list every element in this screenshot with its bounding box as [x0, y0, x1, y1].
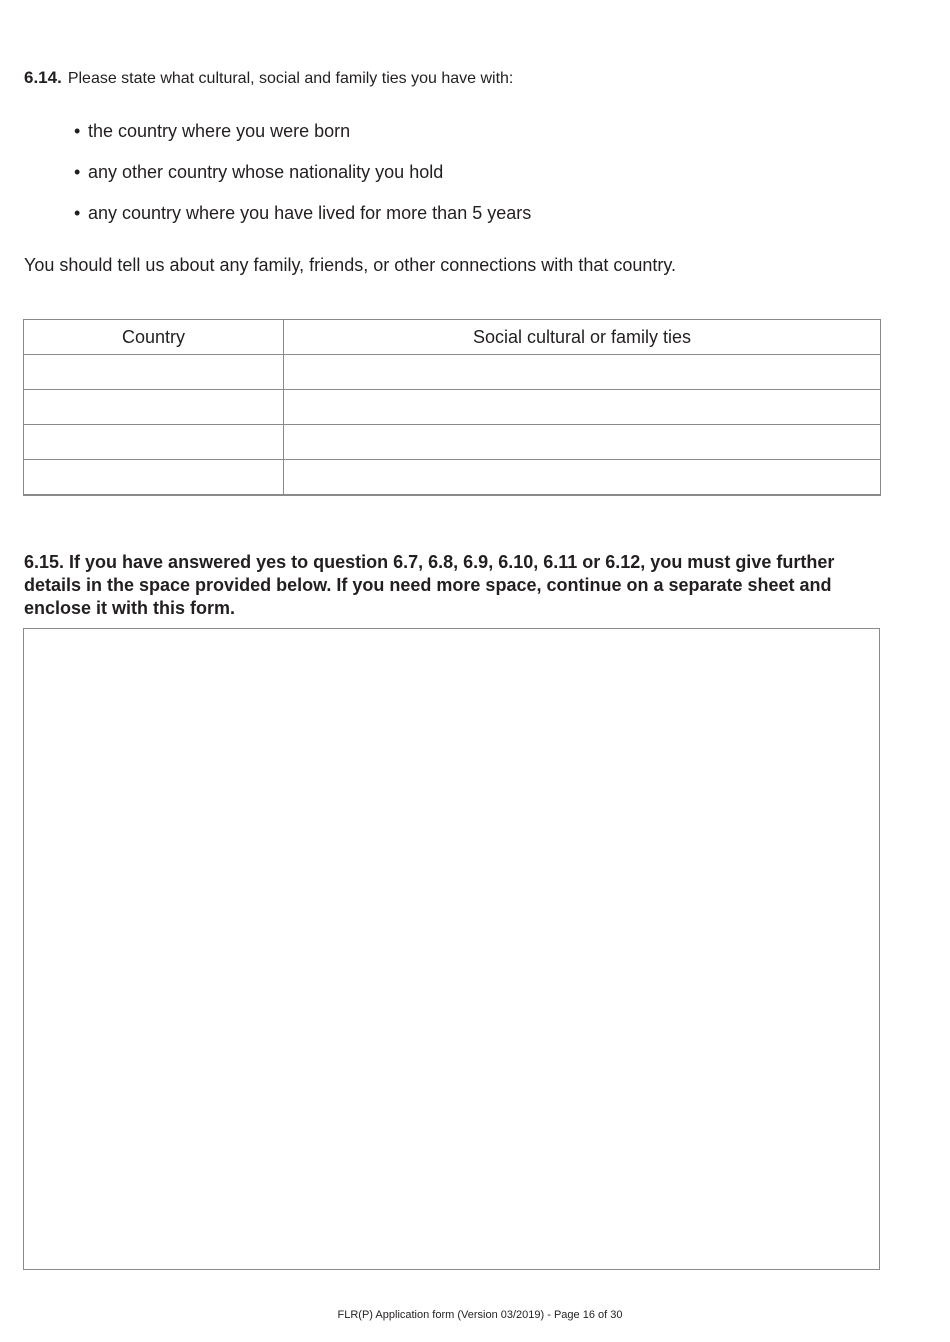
table-row	[24, 460, 881, 496]
table-row	[24, 355, 881, 390]
question-number: 6.14.	[24, 68, 62, 87]
ties-field[interactable]	[284, 425, 881, 460]
ties-field[interactable]	[284, 460, 881, 496]
column-header-ties: Social cultural or family ties	[284, 320, 881, 355]
further-details-field[interactable]	[23, 628, 880, 1270]
page-footer: FLR(P) Application form (Version 03/2019) - Page 16 of 30	[337, 1309, 623, 1321]
ties-table	[23, 319, 881, 496]
column-header-country: Country	[24, 320, 284, 355]
ties-field[interactable]	[284, 390, 881, 425]
bullet-icon: •	[74, 203, 81, 223]
table-header-row	[24, 320, 881, 355]
bullet-icon: •	[74, 121, 81, 141]
table-row	[24, 390, 881, 425]
table-row	[24, 425, 881, 460]
question-6-15-text: 6.15. If you have answered yes to question 6.7, 6.8, 6.9, 6.10, 6.11 or 6.12, you must give further details in the space provided below. If you need more space, continue on a separate sheet and enclose it with this form.	[24, 552, 835, 618]
country-field[interactable]	[24, 425, 284, 460]
country-field[interactable]	[24, 355, 284, 390]
ties-field[interactable]	[284, 355, 881, 390]
list-item: • the country where you were born	[74, 118, 531, 159]
bullet-icon: •	[74, 162, 81, 182]
list-item: • any country where you have lived for more than 5 years	[74, 200, 531, 241]
question-6-14-header	[24, 67, 513, 90]
list-item: • any other country whose nationality you hold	[74, 159, 531, 200]
ties-bullet-list	[74, 118, 531, 241]
question-prompt: Please state what cultural, social and family ties you have with:	[67, 70, 514, 87]
country-field[interactable]	[24, 390, 284, 425]
country-field[interactable]	[24, 460, 284, 496]
instruction-text: You should tell us about any family, friends, or other connections with that country.	[24, 255, 677, 275]
